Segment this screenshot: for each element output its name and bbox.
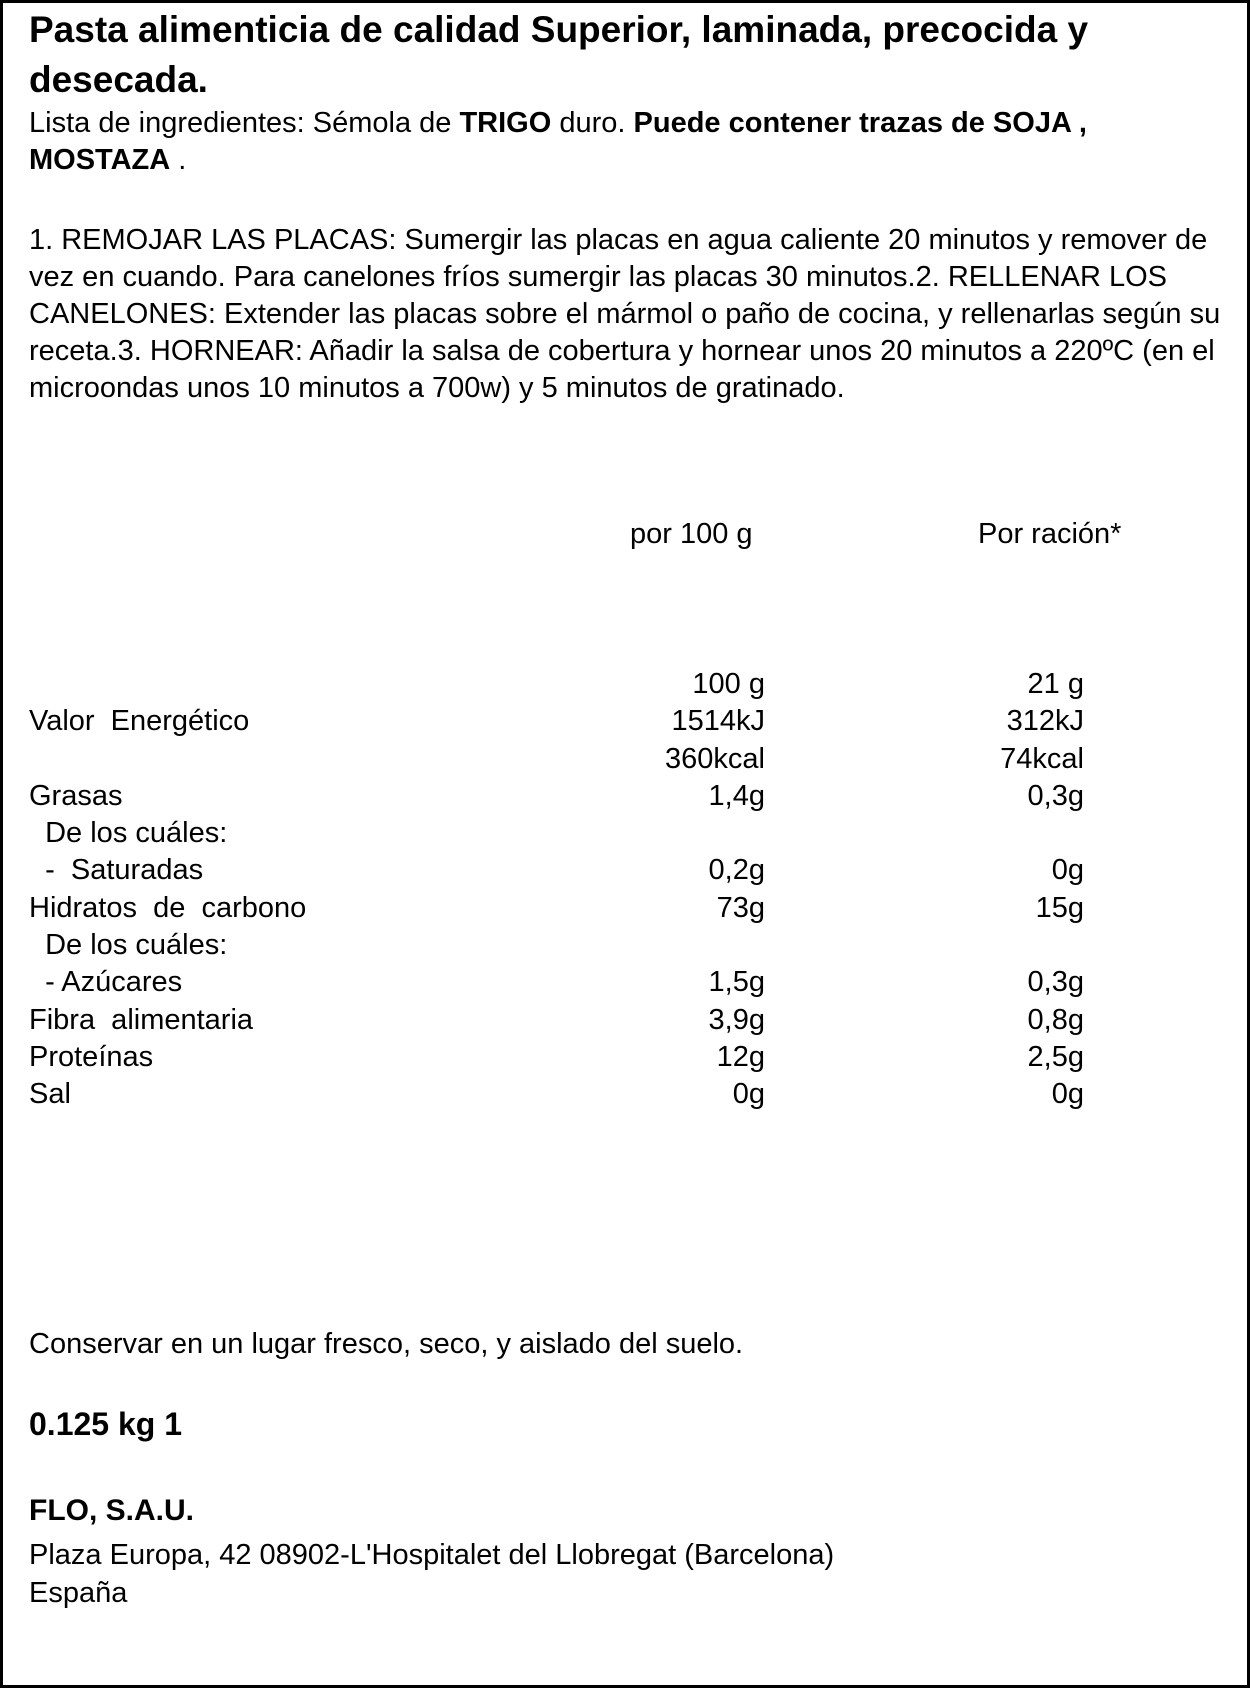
ingredients-list [29, 105, 1229, 179]
value-per-portion: 21 g [1027, 668, 1084, 700]
value-per-portion: 0g [1051, 854, 1084, 887]
value-per-100g: 12g [716, 1040, 765, 1073]
nutrition-row [29, 1039, 1179, 1076]
value-per-portion: 74kcal [1000, 742, 1084, 775]
value-per-100g: 1,5g [708, 966, 765, 999]
nutrition-row [29, 703, 1179, 740]
nutrition-row [29, 964, 1179, 1001]
ingredients-prefix: Lista de ingredientes: Sémola de [29, 107, 460, 139]
nutrient-label: Fibra alimentaria [29, 1003, 254, 1036]
nutrition-row [29, 890, 1179, 927]
value-per-100g: 1514kJ [671, 705, 765, 738]
value-per-100g: 0,2g [708, 854, 765, 887]
nutrient-label: Grasas [29, 779, 123, 812]
company-country: España [29, 1577, 128, 1609]
value-per-portion: 312kJ [1006, 705, 1084, 738]
company-name: FLO, S.A.U. [29, 1494, 194, 1527]
value-per-100g: 1,4g [708, 779, 765, 812]
ingredients-suffix: . [170, 144, 187, 176]
nutrition-table [29, 666, 1179, 1114]
nutrient-label: De los cuáles: [29, 817, 228, 850]
value-per-portion: 0,3g [1027, 779, 1084, 812]
value-per-100g: 3,9g [708, 1003, 765, 1036]
nutrition-row [29, 852, 1179, 889]
company-address: Plaza Europa, 42 08902-L'Hospitalet del Llobregat (Barcelona) [29, 1539, 835, 1571]
column-header-per-portion: Por ración* [978, 518, 1122, 550]
value-per-100g: 360kcal [665, 742, 765, 775]
value-per-100g: 73g [716, 891, 765, 924]
net-quantity: 0.125 kg 1 [29, 1406, 182, 1442]
nutrition-row [29, 1076, 1179, 1113]
nutrition-row [29, 778, 1179, 815]
nutrition-row [29, 741, 1179, 778]
column-header-per-100g: por 100 g [630, 518, 753, 550]
nutrient-label: - Azúcares [29, 966, 183, 999]
value-per-portion: 15g [1035, 891, 1084, 924]
value-per-portion: 2,5g [1027, 1040, 1084, 1073]
nutrition-row [29, 666, 1179, 703]
nutrient-label: Proteínas [29, 1040, 154, 1073]
preparation-instructions: 1. REMOJAR LAS PLACAS: Sumergir las placas en agua caliente 20 minutos y remover de vez en cuando. Para canelones fríos sumergir las placas 30 minutos.2. RELLENAR LOS CANELONES: Extender las placas sobre el mármol o paño de cocina, y rellenarlas según su receta.3. HORNEAR: Añadir la salsa de cobertura y hornear unos 20 minutos a 220ºC (en el microondas unos 10 minutos a 700w) y 5 minutos de gratinado. [29, 224, 1221, 404]
nutrition-row [29, 927, 1179, 964]
nutrient-label: - Saturadas [29, 854, 204, 887]
ingredients-mid: duro. [551, 107, 634, 139]
product-title: Pasta alimenticia de calidad Superior, laminada, precocida y desecada. [29, 9, 1089, 100]
value-per-portion: 0g [1051, 1078, 1084, 1111]
nutrient-label: De los cuáles: [29, 929, 228, 962]
nutrient-label: Valor Energético [29, 705, 250, 738]
value-per-portion: 0,8g [1027, 1003, 1084, 1036]
allergen-wheat: TRIGO [459, 107, 552, 139]
value-per-100g: 100 g [692, 668, 765, 700]
traces-warning: Puede contener trazas de SOJA , MOSTAZA [29, 107, 1087, 176]
storage-instructions: Conservar en un lugar fresco, seco, y aislado del suelo. [29, 1328, 744, 1360]
nutrient-label: Sal [29, 1078, 71, 1111]
value-per-100g: 0g [732, 1078, 765, 1111]
nutrient-label: Hidratos de carbono [29, 891, 307, 924]
value-per-portion: 0,3g [1027, 966, 1084, 999]
nutrition-row [29, 1002, 1179, 1039]
nutrition-row [29, 815, 1179, 852]
